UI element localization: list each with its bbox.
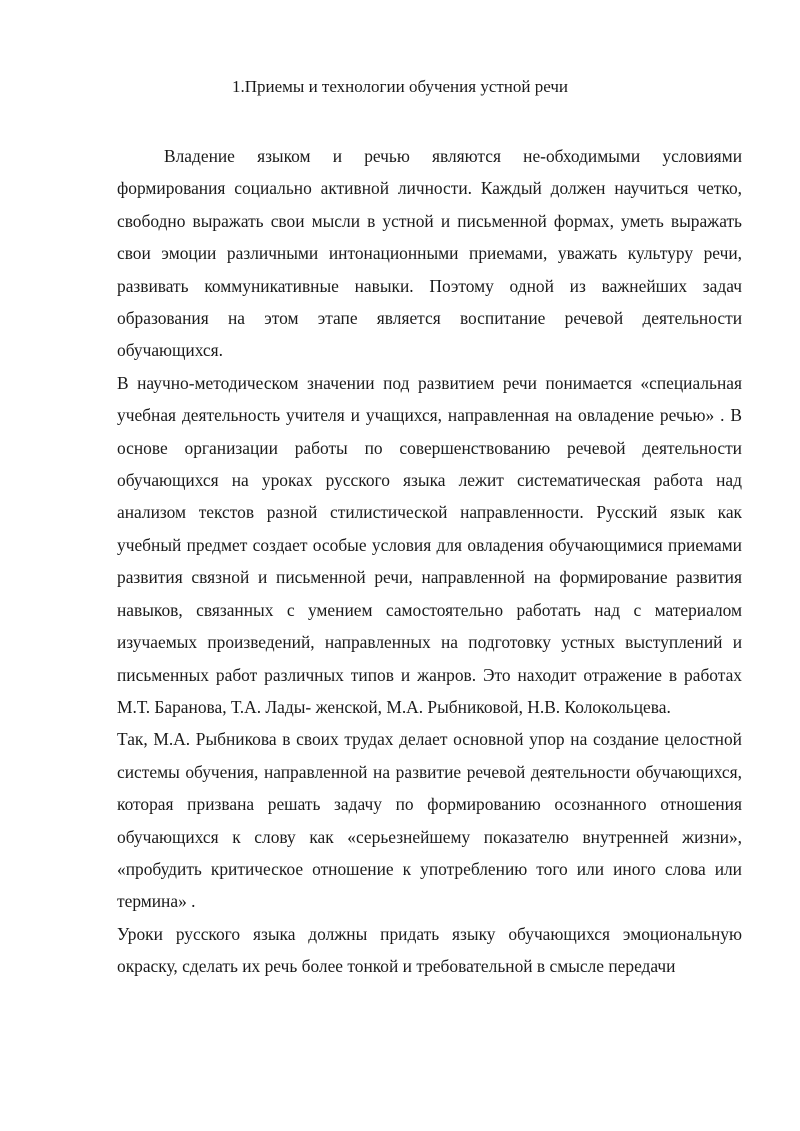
paragraph-3: Так, М.А. Рыбникова в своих трудах делает основной упор на создание целостной системы обучения, направленной на развитие речевой деятельности обучающихся, которая призвана решать задачу по формированию осознанного отношения обучающихся к слову как «серьезнейшему показателю внутренней жизни», «пробудить критическое отношение к употреблению того или иного слова или термина» . xyxy=(117,729,742,912)
paragraph-2: В научно-методическом значении под развитием речи понимается «специальная учебная деятельность учителя и учащихся, направленная на овладение речью» . В основе организации работы по совершенствованию речевой деятельности обучающихся на уроках русского языка лежит систематическая работа над анализом текстов разной стилистической направленности. Русский язык как учебный предмет создает особые условия для овладения обучающимися приемами развития связной и письменной речи, направленной на формирование развития навыков, связанных с умением самостоятельно работать над с материалом изучаемых произведений, направленных на подготовку устных выступлений и письменных работ различных типов и жанров. Это находит отражение в работах М.Т. Баранова, Т.А. Лады- женской, М.А. Рыбниковой, Н.В. Колокольцева. xyxy=(117,372,742,717)
document-body xyxy=(117,140,742,983)
section-heading: 1.Приемы и технологии обучения устной речи xyxy=(231,77,569,96)
paragraph-1: Владение языком и речью являются не-обходимыми условиями формирования социально активной личности. Каждый должен научиться четко, свободно выражать свои мысли в устной и письменной формах, уметь выражать свои эмоции различными интонационными приемами, уважать культуру речи, развивать коммуникативные навыки. Поэтому одной из важнейших задач образования на этом этапе является воспитание речевой деятельности обучающихся. xyxy=(117,146,742,361)
paragraph-4: Уроки русского языка должны придать языку обучающихся эмоциональную окраску, сделать их речь более тонкой и требовательной в смысле передачи xyxy=(117,923,742,977)
